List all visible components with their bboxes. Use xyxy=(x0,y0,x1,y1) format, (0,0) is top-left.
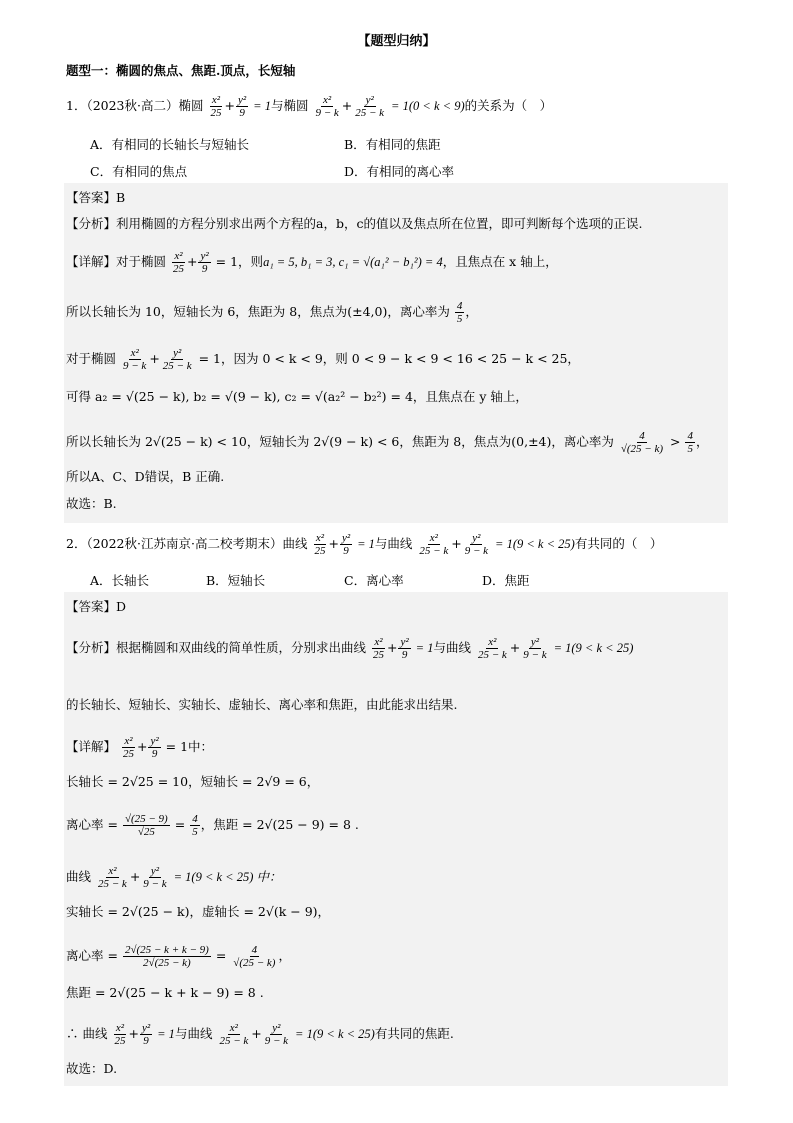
q1-detail-2: 所以长轴长为 10，短轴长为 6，焦距为 8，焦点为(±4,0)，离心率为 $\frac{4}{5}$ ， xyxy=(66,300,478,325)
q2-detail-8: 故选：D. xyxy=(66,1061,118,1076)
q1-detail-5: 所以长轴长为 2√(25 − k) < 10，短轴长为 2√(9 − k) < 6，焦距为 8，焦点为(0,±4)，离心率为 $\frac{4}{√(25 - k)}$ > $\frac{4}{5}$ ， xyxy=(66,430,709,455)
q2-option-d: D．焦距 xyxy=(482,573,530,588)
q1-detail-6: 所以A、C、D错误，B 正确. xyxy=(66,469,225,484)
q2-detail-label: 【详解】 $\frac{\text{x²}}{25}$ + $\frac{\text{y²}}{9}$ = 1中： xyxy=(66,735,214,760)
q1-option-c: C．有相同的焦点 xyxy=(90,164,188,179)
fraction: $\frac{4}{5}$ xyxy=(192,813,198,838)
fraction: $\frac{\text{y²}}{9 - k}$ xyxy=(523,636,547,661)
fraction: $\frac{\text{y²}}{9}$ xyxy=(150,735,159,760)
q1-option-a: A．有相同的长轴长与短轴长 xyxy=(90,137,250,152)
q2-analysis: 【分析】根据椭圆和双曲线的简单性质，分别求出曲线 $\frac{\text{x²}}{25}$ + $\frac{\text{y²}}{9}$ = 1与曲线 $\frac{\text{x²}}{25 - k}$ + $\frac{\text{y²}}{9 - k}$ = 1(9 < k < 25) xyxy=(66,636,634,661)
fraction: $\frac{\text{x²}}{25}$ xyxy=(373,636,384,661)
fraction: $\frac{\text{y²}}{9 - k}$ xyxy=(464,532,489,557)
q2-detail-1: 长轴长 = 2√25 = 10，短轴长 = 2√9 = 6， xyxy=(66,774,320,789)
fraction: $\frac{\text{x²}}{25}$ xyxy=(123,735,134,760)
section-heading: 题型一：椭圆的焦点、焦距.顶点，长短轴 xyxy=(66,63,296,78)
fraction: $\frac{\text{y²}}{9 - k}$ xyxy=(264,1022,289,1047)
fraction: $\frac{\text{x²}}{25 - k}$ xyxy=(419,532,449,557)
q1-detail-7: 故选：B. xyxy=(66,496,117,511)
fraction: $\frac{2√(25 - k + k - 9)}{2√(25 - k)}$ xyxy=(124,944,209,969)
fraction: $\frac{\text{x²}}{25}$ xyxy=(114,1022,126,1047)
q2-option-c: C．离心率 xyxy=(344,573,404,588)
fraction: $\frac{\text{x²}}{25 - k}$ xyxy=(98,865,127,890)
q2-detail-4: 实轴长 = 2√(25 − k)，虚轴长 = 2√(k − 9)， xyxy=(66,904,331,919)
fraction: $\frac{\text{x²}}{25 - k}$ xyxy=(219,1022,249,1047)
q1-analysis: 【分析】利用椭圆的方程分别求出两个方程的a，b，c的值以及焦点所在位置，即可判断每个选项的正误. xyxy=(66,216,643,231)
q1-prefix: 1．（2023秋·高二）椭圆 xyxy=(66,98,204,113)
q1-detail-4: 可得 a₂ = √(25 − k), b₂ = √(9 − k), c₂ = √(a₂² − b₂²) = 4，且焦点在 y 轴上， xyxy=(66,389,528,404)
fraction: $\frac{\text{x²}}{9 - k}$ xyxy=(123,347,147,372)
fraction: $\frac{\text{x²}}{25 - k}$ xyxy=(477,636,507,661)
fraction: $\frac{\text{x²}}{25}$ xyxy=(173,250,184,275)
fraction: $\frac{\text{y²}}{25 - k}$ xyxy=(355,94,385,119)
fraction: $\frac{4}{√(25 - k)}$ xyxy=(620,430,664,455)
q2-detail-5: 离心率 = $\frac{2√(25 - k + k - 9)}{2√(25 - k)}$ = $\frac{4}{√(25 - k)}$ ， xyxy=(66,944,291,969)
q2-solution-block xyxy=(64,592,728,1086)
fraction: $\frac{\text{y²}}{9}$ xyxy=(341,532,351,557)
q2-answer: 【答案】D xyxy=(66,599,127,614)
fraction: $\frac{\text{y²}}{25 - k}$ xyxy=(162,347,192,372)
fraction: $\frac{√(25 - 9)}{√25}$ xyxy=(124,813,168,838)
fraction: $\frac{\text{x²}}{25}$ xyxy=(314,532,326,557)
fraction: $\frac{\text{y²}}{9}$ xyxy=(400,636,409,661)
q2-detail-2: 离心率 = $\frac{√(25 - 9)}{√25}$ = $\frac{4}{5}$ ，焦距 = 2√(25 − 9) = 8 . xyxy=(66,813,359,838)
q1-detail-3: 对于椭圆 $\frac{\text{x²}}{9 - k}$ + $\frac{\text{y²}}{25 - k}$ = 1，因为 0 < k < 9，则 0 < 9 − k < 9 < 16 < 25 − k < 25， xyxy=(66,347,580,372)
q2-option-a: A．长轴长 xyxy=(90,573,150,588)
fraction: $\frac{\text{x²}}{25}$ xyxy=(210,94,222,119)
q1-option-d: D．有相同的离心率 xyxy=(344,164,455,179)
q1-stem: 1．（2023秋·高二）椭圆 $\frac{\text{x²}}{25}$ + $\frac{\text{y²}}{9}$ = 1与椭圆 $\frac{\text{x²}}{9 - k}$ + $\frac{\text{y²}}{25 - k}$ = 1(0 < k < 9)的关系为（ ） xyxy=(66,94,553,119)
q2-analysis-cont: 的长轴长、短轴长、实轴长、虚轴长、离心率和焦距，由此能求出结果. xyxy=(66,697,458,712)
page-title: 【题型归纳】 xyxy=(357,34,436,49)
fraction: $\frac{4}{√(25 - k)}$ xyxy=(233,944,276,969)
fraction: $\frac{\text{y²}}{9}$ xyxy=(237,94,247,119)
q2-detail-7: ∴ 曲线 $\frac{\text{x²}}{25}$ + $\frac{\text{y²}}{9}$ = 1与曲线 $\frac{\text{x²}}{25 - k}$ + $\frac{\text{y²}}{9 - k}$ = 1(9 < k < 25)有共同的焦距. xyxy=(66,1022,454,1047)
q2-detail-6: 焦距 = 2√(25 − k + k − 9) = 8 . xyxy=(66,985,264,1000)
fraction: $\frac{\text{y²}}{9}$ xyxy=(200,250,209,275)
q2-option-b: B．短轴长 xyxy=(206,573,266,588)
fraction: $\frac{4}{5}$ xyxy=(456,300,463,325)
fraction: $\frac{\text{y²}}{9 - k}$ xyxy=(143,865,167,890)
q2-detail-3: 曲线 $\frac{\text{x²}}{25 - k}$ + $\frac{\text{y²}}{9 - k}$ = 1(9 < k < 25) 中： xyxy=(66,865,282,890)
q1-option-b: B．有相同的焦距 xyxy=(344,137,441,152)
q1-answer: 【答案】B xyxy=(66,190,126,205)
fraction: $\frac{\text{y²}}{9}$ xyxy=(141,1022,151,1047)
fraction: $\frac{\text{x²}}{9 - k}$ xyxy=(315,94,339,119)
q1-detail-1: 【详解】对于椭圆 $\frac{\text{x²}}{25}$ + $\frac{\text{y²}}{9}$ = 1，则a₁ = 5, b₁ = 3, c₁ = √(a₁² − b₁²) = 4，且焦点在 x 轴上， xyxy=(66,250,558,275)
q2-stem: 2．（2022秋·江苏南京·高二校考期末）曲线 $\frac{\text{x²}}{25}$ + $\frac{\text{y²}}{9}$ = 1与曲线 $\frac{\text{x²}}{25 - k}$ + $\frac{\text{y²}}{9 - k}$ = 1(9 < k < 25)有共同的（ ） xyxy=(66,532,663,557)
fraction: $\frac{4}{5}$ xyxy=(687,430,693,455)
